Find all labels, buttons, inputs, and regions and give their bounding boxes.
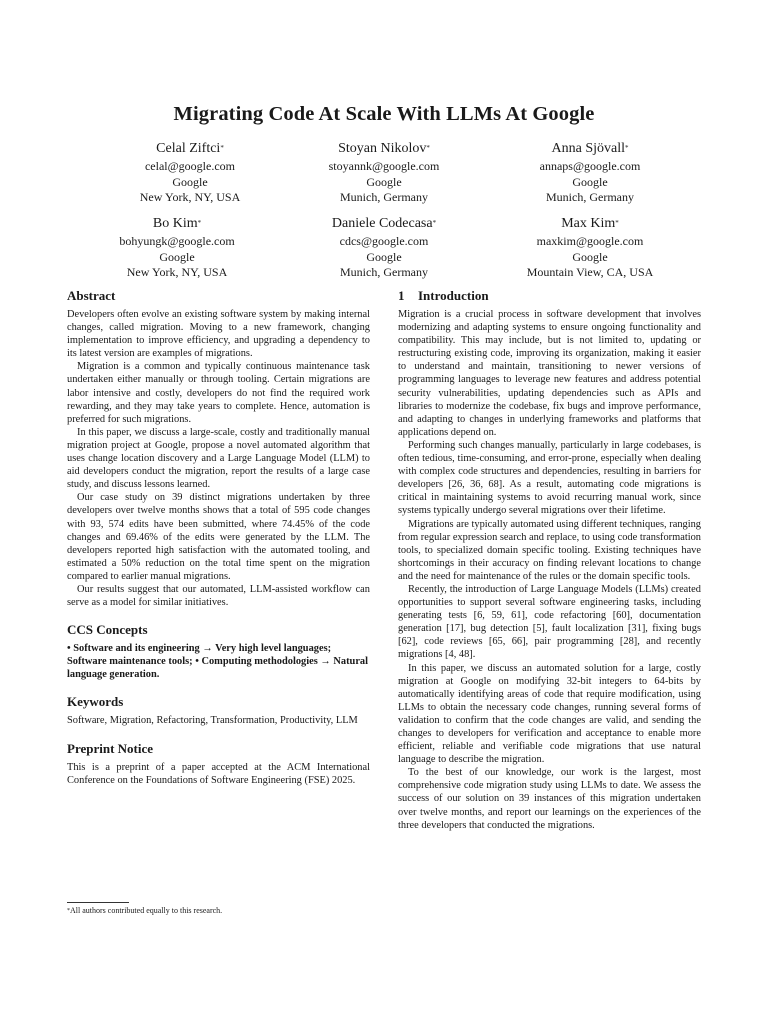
author-org: Google [172, 174, 208, 189]
author-location: Mountain View, CA, USA [526, 265, 654, 279]
author-location: New York, NY, USA [139, 190, 241, 204]
intro-paragraph: Performing such changes manually, particularly in large codebases, is often tedious, time-consuming, and error-prone, especially when dealing with complex code structures and dependencies, resulting in barriers for developers [26, 36, 68]. As a result, automating code migrations is critical in maintaining systems to avoid recurring manual work, since systems typically undergo several migrations over their lifetime. [398, 439, 701, 517]
intro-paragraph: Migrations are typically automated using different techniques, ranging from regular expression search and replace, to using code transformation tools, to specialized domain specific tooling. Existing techniques have shortcomings in their accuracy on finding relevant locations to change and the need for maintenance of the rules or the domain specific tools. [398, 518, 701, 582]
author-block [274, 215, 494, 281]
author-email: maxkim@google.com [536, 234, 644, 248]
author-block [274, 140, 494, 206]
intro-paragraph: Migration is a crucial process in software development that involves modernizing and adapting systems to ensure ongoing functionality and compatibility. This may include, but is not limited to, updating or restructuring existing code, improving its organization, making it easier to understand and maintain, transitioning to newer versions of programming languages to leverage new features and address potential security vulnerabilities, updating dependencies such as APIs and libraries to modernize the codebase, fix bugs and improve performance, and adapting to changes in underlying frameworks and platforms that applications depend on. [398, 309, 701, 438]
author-email: stoyannk@google.com [328, 159, 440, 173]
author-name: Daniele Codecasa* [331, 216, 437, 231]
paper-title: Migrating Code At Scale With LLMs At Google [173, 103, 595, 125]
author-org: Google [366, 174, 402, 189]
intro-paragraph: In this paper, we discuss an automated solution for a large, costly migration at Google on modifying 32-bit integers to 64-bits by automatically identifying areas of code that require modification, using LLMs to obtain the necessary code changes, running several forms of validation to confirm that the code changes are valid, and sending the changes to developers for verification and acceptance to enable more efficient, reliable and verifiable code migrations that use natural language to describe the migration. [398, 662, 701, 766]
author-org: Google [572, 249, 608, 264]
section-number: 1 [398, 288, 405, 303]
author-location: New York, NY, USA [126, 265, 228, 279]
author-name: Bo Kim* [152, 216, 202, 231]
author-org: Google [159, 249, 195, 264]
keywords-heading: Keywords [67, 694, 124, 710]
author-email: bohyungk@google.com [119, 234, 235, 248]
left-column [67, 287, 370, 787]
author-name: Max Kim* [561, 216, 619, 231]
intro-paragraph: Recently, the introduction of Large Language Models (LLMs) created opportunities to support several software engineering tasks, including generating tests [6, 59, 61], code refactoring [60], documentation generation [17], bug detection [5], fault localization [31], fixing bugs [62], code reviews [65, 66], pair programming [28], and recently migrations [4, 48]. [398, 583, 701, 661]
footnote: *All authors contributed equally to this research. [67, 906, 223, 915]
intro-paragraph: To the best of our knowledge, our work is the largest, most comprehensive code migration study using LLMs to date. We assess the success of our solution on 39 instances of this migration undertaken over twelve months, and report our learnings on the experiences of the three developers that conducted the migrations. [398, 767, 701, 831]
author-name: Stoyan Nikolov* [338, 141, 430, 156]
author-name: Anna Sjövall* [551, 141, 629, 156]
abstract-paragraph: In this paper, we discuss a large-scale, costly and traditionally manual migration project at Google, propose a novel automated algorithm that uses change location discovery and a Large Language Model (LLM) to aid developers conduct the migration, report the results of a large case study, and discuss lessons learned. [67, 426, 370, 491]
author-location: Munich, Germany [546, 190, 634, 204]
author-block [480, 140, 700, 206]
author-email: cdcs@google.com [339, 234, 429, 248]
author-email: celal@google.com [144, 159, 236, 173]
abstract-paragraph: Our results suggest that our automated, LLM-assisted workflow can serve as a model for similar initiatives. [67, 583, 370, 609]
author-block [80, 140, 300, 206]
author-block [480, 215, 700, 281]
preprint-heading: Preprint Notice [67, 740, 154, 756]
author-name: Celal Ziftci* [156, 141, 224, 156]
right-column [398, 287, 701, 832]
abstract-paragraph: Migration is a common and typically continuous maintenance task undertaken either manually or through tooling. Certain migrations are labor intensive and costly, developers do not find the required work rewarding, and they may take years to complete. Hence, automation is preferred for such migrations. [67, 361, 370, 425]
author-org: Google [572, 174, 608, 189]
author-email: annaps@google.com [539, 159, 641, 173]
author-location: Munich, Germany [340, 265, 428, 279]
preprint-text: This is a preprint of a paper accepted at the ACM International Conference on the Foundations of Software Engineering (FSE) 2025. [67, 761, 370, 786]
abstract-heading: Abstract [67, 288, 116, 303]
keywords-text: Software, Migration, Refactoring, Transformation, Productivity, LLM [67, 715, 358, 727]
author-location: Munich, Germany [340, 190, 428, 204]
ccs-concepts-text: • Software and its engineering → Very high level languages; Software maintenance tools; • Computing methodologies → Natural language generation. [67, 643, 369, 681]
ccs-heading: CCS Concepts [67, 622, 148, 638]
abstract-paragraph: Our case study on 39 distinct migrations undertaken by three developers over twelve months shows that a total of 595 code changes with 93, 574 edits have been submitted, where 74.45% of the code changes and 69.46% of the edits were generated by the LLM. The developers reported high satisfaction with the automated tooling, and estimated a 50% reduction on the total time spent on the migration compared to earlier manual migrations. [67, 492, 370, 582]
abstract-paragraph: Developers often evolve an existing software system by making internal changes, called migration. Moving to a new framework, changing implementation to improve efficiency, and upgrading a dependency to its latest version are examples of migrations. [67, 309, 370, 360]
author-org: Google [366, 249, 402, 264]
section-title: Introduction [418, 288, 489, 303]
author-block [67, 215, 287, 281]
footnote-divider [67, 902, 129, 903]
footnote-text: All authors contributed equally to this research. [70, 906, 223, 915]
introduction-heading [398, 287, 701, 304]
